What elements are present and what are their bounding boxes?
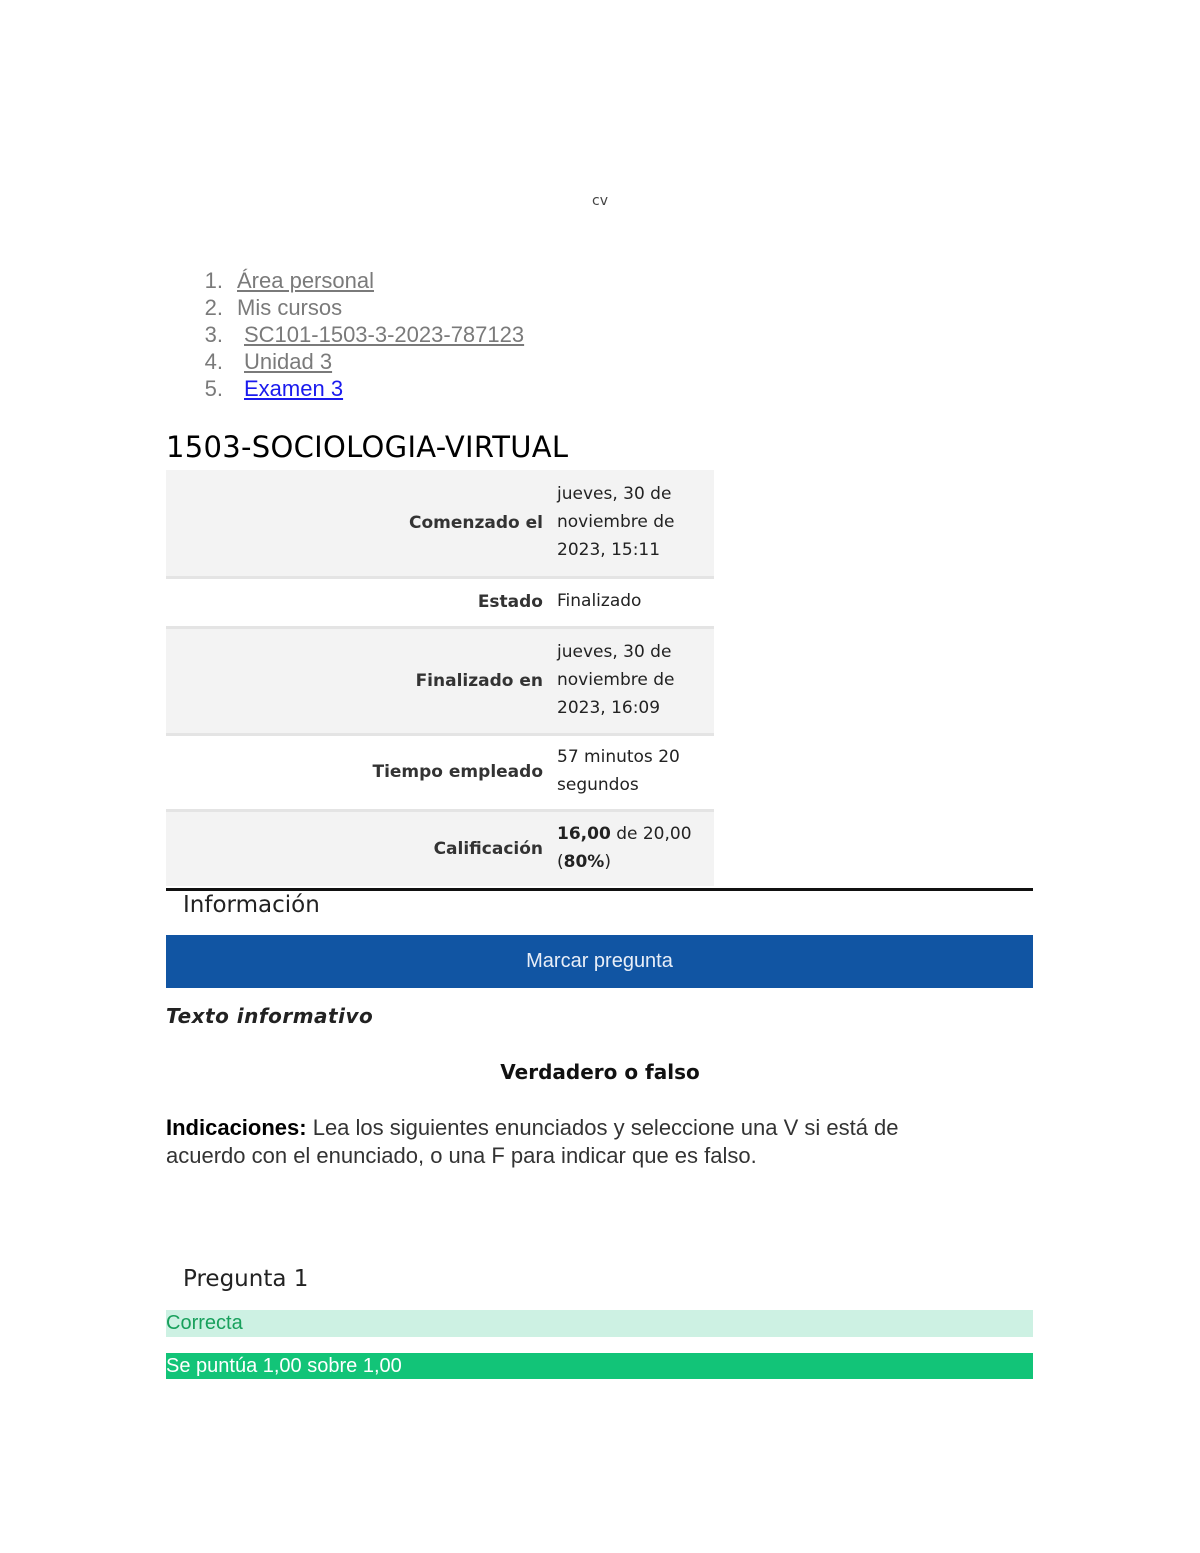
breadcrumb-area-personal-link[interactable]: Área personal (237, 268, 374, 293)
question-grade: Se puntúa 1,00 sobre 1,00 (166, 1353, 1033, 1379)
breadcrumb-number: 1. (204, 268, 223, 293)
breadcrumb-number: 2. (204, 295, 223, 320)
summary-row-finished (166, 627, 714, 734)
summary-value: 16,00 de 20,00 (80%) (553, 810, 714, 886)
info-type-label: Texto informativo (166, 1004, 374, 1028)
summary-row-state (166, 577, 714, 627)
summary-row-grade (166, 810, 714, 886)
summary-label: Finalizado en (166, 627, 553, 734)
grade-score: 16,00 (557, 823, 611, 844)
breadcrumb-item (167, 267, 524, 294)
summary-value: jueves, 30 de noviembre de 2023, 16:09 (553, 627, 714, 734)
directions-text (166, 1114, 966, 1170)
breadcrumb-number: 4. (204, 349, 223, 374)
grade-percent: 80% (563, 851, 605, 872)
summary-value: jueves, 30 de noviembre de 2023, 15:11 (553, 470, 714, 577)
summary-label: Calificación (166, 810, 553, 886)
breadcrumb-number: 5. (204, 376, 223, 401)
attempt-summary-table (166, 470, 714, 886)
breadcrumb-course-link[interactable]: SC101-1503-3-2023-787123 (244, 322, 525, 347)
breadcrumb-exam-link[interactable]: Examen 3 (244, 376, 344, 401)
flag-question-button[interactable]: Marcar pregunta (166, 935, 1033, 988)
summary-label: Comenzado el (166, 470, 553, 577)
directions-body: Lea los siguientes enunciados y seleccione una V si está de acuerdo con el enunciado, o una F para indicar que es falso. (166, 1115, 899, 1168)
grade-max: de 20,00 (616, 823, 692, 844)
breadcrumb-item (167, 321, 524, 348)
breadcrumb-item (167, 348, 524, 375)
breadcrumb-mis-cursos: Mis cursos (237, 295, 343, 320)
summary-label: Estado (166, 577, 553, 627)
summary-label: Tiempo empleado (166, 734, 553, 810)
header-mark: cv (592, 193, 608, 209)
breadcrumb-item (167, 294, 524, 321)
summary-row-started (166, 470, 714, 577)
directions-label: Indicaciones: (166, 1115, 307, 1140)
summary-value: Finalizado (553, 577, 714, 627)
info-section-title: Información (183, 892, 320, 918)
page-title: 1503-SOCIOLOGIA-VIRTUAL (166, 430, 569, 464)
breadcrumb-item (167, 375, 524, 402)
question-state-badge: Correcta (166, 1310, 1033, 1337)
summary-value: 57 minutos 20 segundos (553, 734, 714, 810)
true-false-heading: Verdadero o falso (500, 1060, 700, 1084)
breadcrumb (167, 267, 524, 402)
breadcrumb-unit-link[interactable]: Unidad 3 (244, 349, 333, 374)
info-divider (166, 888, 1033, 891)
question-title: Pregunta 1 (183, 1266, 309, 1292)
summary-row-time (166, 734, 714, 810)
breadcrumb-number: 3. (204, 322, 223, 347)
